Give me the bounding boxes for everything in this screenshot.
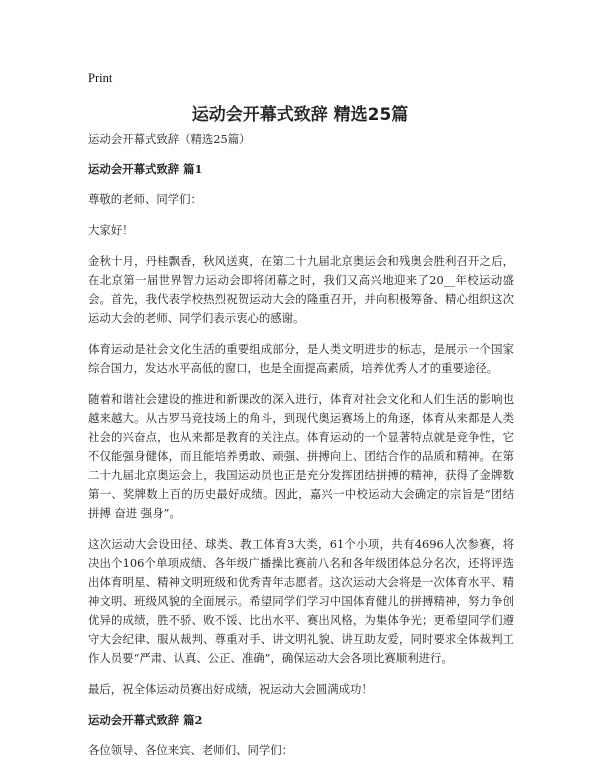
page-title: 运动会开幕式致辞 精选25篇 [191, 105, 409, 125]
paragraph-sports-importance: 体育运动是社会文化生活的重要组成部分，是人类文明进步的标志，是展示一个国家综合国力，发达水平高低的窗口，也是全面提高素质，培养优秀人才的重要途径。 [88, 342, 514, 375]
print-link[interactable]: Print [88, 71, 113, 85]
section-heading-1: 运动会开幕式致辞 篇1 [88, 162, 203, 176]
paragraph-closing: 最后，祝全体运动员赛出好成绩，祝运动大会圆满成功！ [88, 682, 373, 696]
salutation-2: 各位领导、各位来宾、老师们、同学们： [88, 743, 294, 757]
salutation-1: 尊敬的老师、同学们： [88, 192, 202, 206]
document-subtitle: 运动会开幕式致辞（精选25篇） [88, 132, 251, 146]
paragraph-sports-spirit: 随着和谐社会建设的推进和新课改的深入进行，体育对社会文化和人们生活的影响也越来越大。从古罗马竞技场上的角斗，到现代奥运赛场上的角逐，体育从来都是人类社会的兴奋点，也从来都是教育的关注点。体育运动的一个显著特点就是竞争性，它不仅能强身健体，而且能培养勇敢、顽强、拼搏向上、团结合作的品质和精神。在第二十九届北京奥运会上，我国运动员也正是充分发挥团结拼搏的精神，获得了金牌数第一、奖牌数上百的历史最好成绩。因此，嘉兴一中校运动大会确定的宗旨是“团结 拼搏 奋进 强身”。 [88, 392, 514, 520]
greeting: 大家好！ [88, 223, 134, 237]
article-body [88, 130, 514, 772]
paragraph-event-details: 这次运动大会设田径、球类、教工体育3大类，61个小项，共有4696人次参赛，将决出个106个单项成绩、各年级广播操比赛前八名和各年级团体总分名次，还将评选出体育明星、精神文明班级和优秀青年志愿者。这次运动大会将是一次体育水平、精神文明、班级风貌的全面展示。希望同学们学习中国体育健儿的拼搏精神，努力争创优异的成绩，胜不骄、败不馁、比出水平、赛出风格，为集体争光；更希望同学们遵守大会纪律、服从裁判、尊重对手、讲文明礼貌、讲互助友爱，同时要求全体裁判工作人员要“严肃、认真、公正、准确”，确保运动大会各项比赛顺利进行。 [88, 537, 514, 665]
section-heading-2: 运动会开幕式致辞 篇2 [88, 713, 203, 727]
paragraph-opening: 金秋十月，丹桂飘香，秋风送爽，在第二十九届北京奥运会和残奥会胜利召开之后，在北京第一届世界智力运动会即将闭幕之时，我们又高兴地迎来了20__年校运动盛会。首先，我代表学校热烈祝贺运动大会的隆重召开，并向积极筹备、精心组织这次运动大会的老师、同学们表示衷心的感谢。 [88, 254, 514, 325]
